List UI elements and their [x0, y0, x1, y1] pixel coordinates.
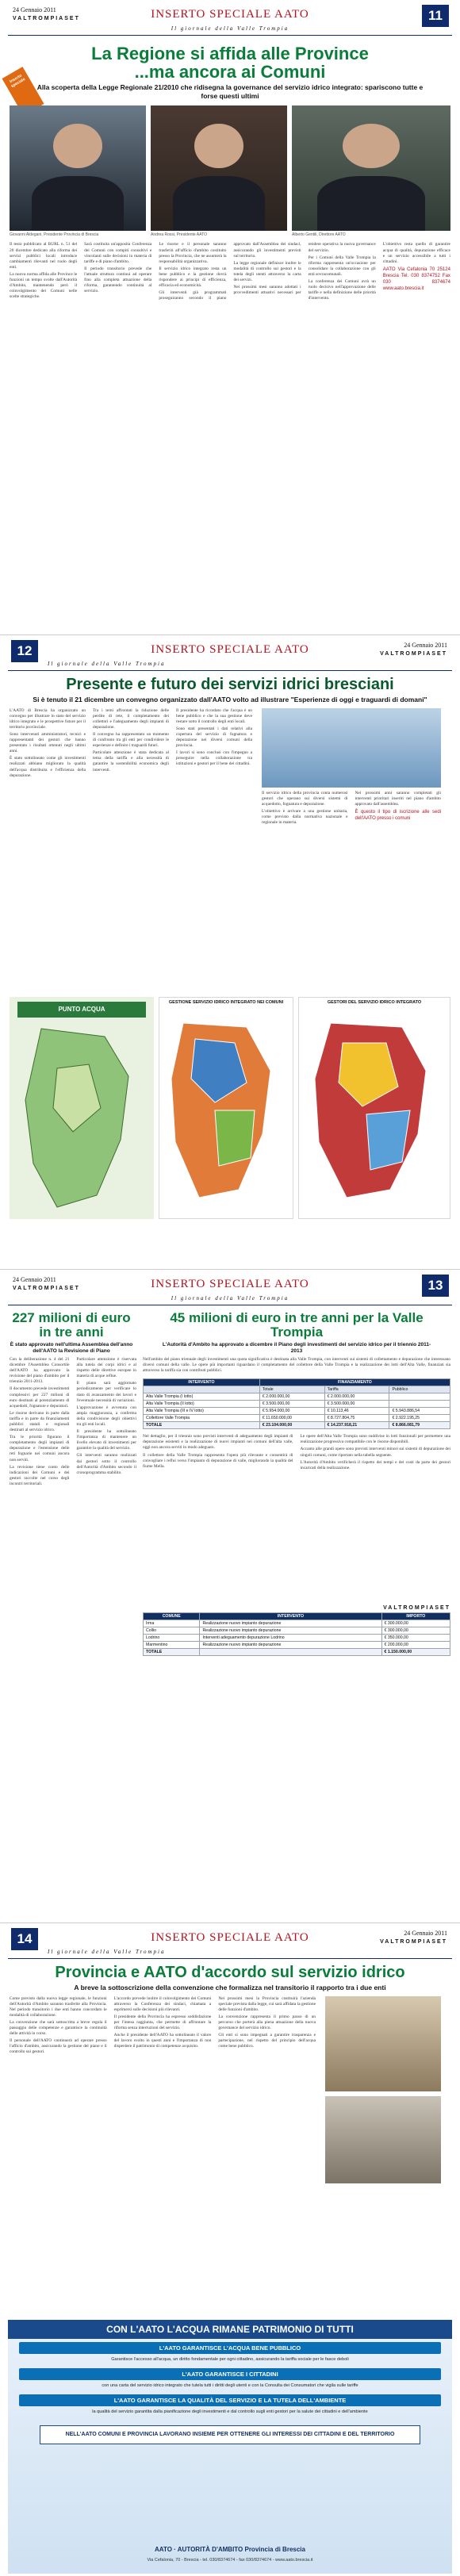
portrait-photo	[10, 105, 146, 231]
side-photos	[325, 1996, 450, 2313]
col-header: COMUNE	[144, 1613, 200, 1620]
table-cell: Realizzazione nuovo impianto depurazione	[200, 1627, 381, 1635]
table-cell: € 350.000,00	[381, 1635, 450, 1642]
col-header: IMPORTO	[381, 1613, 450, 1620]
table-cell	[389, 1401, 450, 1408]
meeting-photo	[325, 1996, 441, 2091]
page-12	[0, 634, 460, 1269]
table-cell: TOTALE	[144, 1649, 200, 1656]
brand-name: VALTROMPIASET	[380, 1939, 447, 1945]
col-header: INTERVENTO	[200, 1613, 381, 1620]
table-cell: € 5.943.886,54	[389, 1408, 450, 1415]
table-cell: € 5.954.000,00	[259, 1408, 324, 1415]
ad-footer-contacts: Via Cefalonia, 70 - Brescia - tel. 030/8374674 - fax 030/8374674 - www.aato.brescia.it	[147, 2558, 313, 2563]
deck-left: È stato approvato nell'ultima Assemblea dell'anno dell'AATO la Revisione di Piano	[10, 1341, 133, 1354]
table-cell: Alta Valle Trompia (I lotto)	[144, 1393, 260, 1401]
table-cell: Alta Valle Trompia (III e IV lotto)	[144, 1408, 260, 1415]
investment-table	[143, 1378, 450, 1429]
headline-line-1: La Regione si affida alle Province	[91, 44, 369, 63]
page-14	[0, 1922, 460, 2576]
photo-block	[10, 105, 146, 239]
table-cell: € 2.000.000,00	[324, 1393, 389, 1401]
brand-mark: VALTROMPIASET	[383, 1605, 450, 1612]
table-cell: € 23.104.000,00	[259, 1422, 324, 1429]
section-subtitle: Il giornale della Valle Trompia	[171, 25, 289, 32]
page-number: 13	[422, 1275, 449, 1297]
table-cell: € 3.500.000,00	[324, 1401, 389, 1408]
side-note: È questo il tipo di iscrizione alle sedi dell'AATO presso i comuni	[355, 809, 441, 821]
side-body: Il servizio idrico della provincia conta numerosi gestori che operano sui diversi sistemi di acquedotto, fognatura e depurazione. L'obiettivo è arrivare a una gestione unitaria, come previsto dalla normativa nazionale e regionale in materia. Nei prossimi anni saranno completati gli interventi prioritari inseriti nel piano d'ambito approvato dall'assemblea. È questo il tipo di iscrizione alle sedi dell'AATO presso i comuni	[262, 790, 441, 826]
table-cell	[200, 1649, 381, 1656]
table-cell: Collio	[144, 1627, 200, 1635]
province-map-colored	[159, 1007, 293, 1206]
two-articles	[0, 1311, 460, 1912]
page-13	[0, 1269, 460, 1922]
table-cell: Realizzazione nuovo impianto depurazione	[200, 1642, 381, 1649]
headline: Presente e futuro dei servizi idrici bresciani	[66, 676, 394, 693]
table-cell: € 14.237.918,21	[324, 1422, 389, 1429]
table-cell: € 200.000,00	[381, 1642, 450, 1649]
photo-caption: Alberto Gentili, Direttore AATO	[292, 232, 346, 238]
header-rule	[8, 35, 452, 36]
deck: A breve la sottoscrizione della convenzione che formalizza nel transitorio il rapporto tra i due enti	[74, 1984, 386, 1991]
ad-banner: CON L'AATO L'ACQUA RIMANE PATRIMONIO DI TUTTI	[8, 2320, 452, 2339]
page-date: 24 Gennaio 2011	[404, 642, 447, 649]
table-row	[144, 1415, 450, 1422]
table-cell: Irma	[144, 1620, 200, 1627]
table-cell: € 2.922.195,25	[389, 1415, 450, 1422]
table-cell	[144, 1386, 260, 1393]
section-title: INSERTO SPECIALE AATO	[151, 1931, 309, 1944]
table-cell	[389, 1393, 450, 1401]
table-header	[144, 1379, 450, 1386]
ad-pill-text: la qualità del servizio garantita dalla pianificazione degli investimenti e dal controllo sugli enti gestori per la salute dei cittadini e dell'ambiente	[92, 2409, 368, 2414]
section-title: INSERTO SPECIALE AATO	[151, 1278, 309, 1290]
section-subtitle: Il giornale della Valle Trompia	[48, 661, 166, 667]
article-body: L'AATO di Brescia ha organizzato un convegno per illustrare lo stato del servizio idrico integrato e le prospettive future per il territorio provinciale. Sono intervenuti amministratori, tecnici e rappresentanti dei gestori che hanno presentato i risultati ottenuti negli ultimi anni. È stato sottolineato come gli investimenti realizzati abbiano migliorato la qualità dell'acqua distribuita e l'efficienza della depurazione. Tra i temi affrontati la riduzione delle perdite di rete, il completamento dei collettori e l'adeguamento degli impianti di depurazione. Il convegno ha rappresentato un momento di confronto tra gli enti per condividere le esperienze e definire i traguardi futuri. Particolare attenzione è stata dedicata al tema della tariffa e alla necessità di garantire la sostenibilità economica degli interventi. Il presidente ha ricordato che l'acqua è un bene pubblico e che la sua gestione deve restare sotto il controllo degli enti locali. Sono stati presentati i dati relativi alla copertura del servizio di fognatura e depurazione nei diversi comuni della provincia. I lavori si sono conclusi con l'impegno a proseguire nella collaborazione tra istituzioni e gestori per il bene dei cittadini.	[10, 707, 252, 778]
col-header: FINANZIAMENTO	[259, 1379, 450, 1386]
page-date: 24 Gennaio 2011	[13, 1276, 56, 1283]
article-body: Come previsto dalla nuova legge regionale, le funzioni dell'Autorità d'Ambito saranno trasferite alla Provincia. Nel periodo transitorio i due enti hanno concordato le modalità di collaborazione. La convenzione che sarà sottoscritta a breve regola il passaggio delle competenze e garantisce la continuità delle attività in corso. Il personale dell'AATO continuerà ad operare presso l'ufficio d'ambito, assicurando la gestione del piano e il controllo sui gestori. L'accordo prevede inoltre il coinvolgimento dei Comuni attraverso la Conferenza dei sindaci, chiamata a esprimersi sulle decisioni più rilevanti. Il presidente della Provincia ha espresso soddisfazione per l'intesa raggiunta, che permette di affrontare la riforma senza interruzioni del servizio. Anche il presidente dell'AATO ha sottolineato il valore del lavoro svolto in questi anni e l'importanza di non disperdere il patrimonio di competenze acquisito. Nei prossimi mesi la Provincia costituirà l'azienda speciale prevista dalla legge, cui sarà affidata la gestione delle funzioni d'ambito. La convenzione rappresenta il primo passo di un percorso che porterà alla piena attuazione della nuova governance del servizio idrico. Gli enti si sono impegnati a garantire trasparenza e partecipazione, nel rispetto del principio dell'acqua come bene pubblico.	[10, 1995, 316, 2055]
middle-map	[159, 997, 293, 1219]
table-cell: Interventi adeguamento depurazione Lodrino	[200, 1635, 381, 1642]
municipal-table	[143, 1612, 450, 1656]
table-row	[144, 1635, 450, 1642]
table-cell: € 2.000.000,00	[259, 1393, 324, 1401]
table-row	[144, 1401, 450, 1408]
contact-box: AATO Via Cefalonia 70 25124 Brescia Tel. 030 8374752 Fax 030 8374674 www.aato.brescia.it	[382, 266, 450, 291]
page-number: 14	[11, 1928, 38, 1950]
right-body: Nel dettaglio, per il triennio sono previsti interventi di adeguamento degli impianti di depurazione esistenti e la realizzazione di nuovi impianti nei comuni dell'alta valle, oggi non ancora serviti in modo adeguato. Il collettore della Valle Trompia rappresenta l'opera più rilevante e consentirà di convogliare i reflui verso l'impianto di depurazione di valle, migliorando la qualità del fiume Mella. Le opere dell'Alta Valle Trompia sono suddivise in lotti funzionali per permettere una realizzazione progressiva compatibile con le risorse disponibili. Accanto alle grandi opere sono previsti interventi minori sui sistemi di depurazione dei singoli comuni, come riportato nella tabella seguente. L'Autorità d'Ambito verificherà il rispetto dei tempi e dei costi da parte dei gestori incaricati della realizzazione.	[143, 1434, 450, 1470]
side-column	[262, 708, 450, 994]
page-date: 24 Gennaio 2011	[13, 6, 56, 13]
photo-block	[151, 105, 287, 239]
portrait-photo	[151, 105, 287, 231]
page-11	[0, 0, 460, 634]
ad-pill-text: con una carta del servizio idrico integrato che tutela tutti i diritti degli utenti e con la Consulta dei Consumatori che vigila sulle tariffe	[102, 2383, 358, 2388]
right-map	[298, 997, 450, 1219]
table-cell: Totale	[259, 1386, 324, 1393]
table-total-row	[144, 1422, 450, 1429]
table-row	[144, 1642, 450, 1649]
table-row	[144, 1408, 450, 1415]
table-cell: € 8.866.081,79	[389, 1422, 450, 1429]
header-rule	[8, 670, 452, 671]
left-body: Con la deliberazione n. 4 del 21 dicembre l'Assemblea Consortile dell'AATO ha approvato la revisione del piano d'ambito per il triennio 2011-2013. Il documento prevede investimenti complessivi per 227 milioni di euro destinati al potenziamento di acquedotti, fognature e depuratori. Le risorse derivano in parte dalla tariffa e in parte da finanziamenti pubblici statali e regionali destinati al servizio idrico. Tra le priorità figurano il completamento degli impianti di depurazione e l'estensione delle reti fognarie nei comuni ancora non serviti. La revisione tiene conto delle indicazioni dei Comuni e dei gestori raccolte nel corso degli incontri territoriali. Particolare attenzione è riservata alla tutela dei corpi idrici e al rispetto delle direttive europee in materia di acque reflue. Il piano sarà aggiornato periodicamente per verificare lo stato di avanzamento dei lavori e l'eventuale necessità di variazioni. L'approvazione è avvenuta con ampia maggioranza, a conferma della condivisione degli obiettivi tra gli enti locali. Il presidente ha sottolineato l'importanza di mantenere un livello elevato di investimenti per garantire la qualità del servizio. Gli interventi saranno realizzati dai gestori sotto il controllo dell'Autorità d'Ambito secondo il cronoprogramma stabilito.	[10, 1356, 136, 1486]
photo-row	[0, 102, 460, 239]
chart-title: GESTORI DEL SERVIZIO IDRICO INTEGRATO	[327, 999, 422, 1005]
ad-pill-text: Garantisce l'accesso all'acqua, un diritto fondamentale per ogni cittadino, assicurando la tariffa sociale per le fasce deboli	[111, 2357, 349, 2362]
table-cell: € 8.727.804,75	[324, 1415, 389, 1422]
maps-row	[0, 994, 460, 1222]
chart-title: GESTIONE SERVIZIO IDRICO INTEGRATO NEI COMUNI	[168, 999, 284, 1005]
table-row	[144, 1627, 450, 1635]
ribbon-badge: Inserto speciale	[2, 67, 44, 116]
ad-pill-title: L'AATO GARANTISCE L'ACQUA BENE PUBBLICO	[19, 2342, 441, 2354]
table-cell: € 11.650.000,00	[259, 1415, 324, 1422]
headline-left: 227 milioni di euro in tre anni	[12, 1310, 131, 1340]
deck: Alla scoperta della Legge Regionale 21/2010 che ridisegna la governance del servizio idrico integrato: spariscono tutte e forse questi ultimi	[36, 83, 424, 100]
brand-name: VALTROMPIASET	[13, 16, 80, 21]
table-cell: Tariffa	[324, 1386, 389, 1393]
ad-closing: NELL'AATO COMUNI E PROVINCIA LAVORANO INSIEME PER OTTENERE GLI INTERESSI DEI CITTADINI E DEL TERRITORIO	[40, 2425, 420, 2444]
section-title: INSERTO SPECIALE AATO	[151, 643, 309, 656]
section-subtitle: Il giornale della Valle Trompia	[171, 1295, 289, 1301]
ad-pill-title: L'AATO GARANTISCE I CITTADINI	[19, 2368, 441, 2380]
table-cell: € 10.113,46	[324, 1408, 389, 1415]
right-intro: Nell'ambito del piano triennale degli investimenti una quota significativa è destinata alla Valle Trompia, con interventi sui sistemi di collettamento e depurazione che interessano diversi comuni della valle. Le opere più importanti riguardano il completamento del collettore della Valle Trompia e la realizzazione dei lotti dell'Alta Valle, finanziati sia attraverso la tariffa sia con contributi pubblici.	[143, 1356, 450, 1374]
col-header: INTERVENTO	[144, 1379, 260, 1386]
province-map-shape	[10, 1021, 154, 1219]
article-layout	[0, 707, 460, 994]
headline-right: 45 milioni di euro in tre anni per la Valle Trompia	[170, 1310, 424, 1340]
deck-right: L'Autorità d'Ambito ha approvato a dicembre il Piano degli investimenti del servizio idrico per il triennio 2011-2013	[162, 1341, 431, 1354]
photo-caption: Giovanni Aldegani, Presidente Provincia di Brescia	[10, 232, 99, 238]
brand-name: VALTROMPIASET	[380, 651, 447, 657]
brand-name: VALTROMPIASET	[13, 1286, 80, 1291]
table-cell: € 300.000,00	[381, 1620, 450, 1627]
table-cell: € 300.000,00	[381, 1627, 450, 1635]
water-photo	[262, 708, 441, 788]
meeting-photo	[325, 2096, 441, 2183]
ad-footer: AATO · AUTORITÀ D'AMBITO Provincia di Brescia	[155, 2546, 305, 2553]
headline: Provincia e AATO d'accordo sul servizio idrico	[55, 1964, 405, 1981]
table-cell: € 3.500.000,00	[259, 1401, 324, 1408]
table-cell: TOTALE	[144, 1422, 260, 1429]
table-cell: € 1.150.000,00	[381, 1649, 450, 1656]
left-article	[0, 1311, 143, 1912]
portrait-photo	[292, 105, 450, 231]
province-map-managers	[299, 1007, 450, 1206]
table-row	[144, 1620, 450, 1627]
page-number: 12	[11, 640, 38, 662]
table-cell: Collettore Valle Trompia	[144, 1415, 260, 1422]
article-layout	[0, 1995, 460, 2313]
table-header	[144, 1613, 450, 1620]
section-title: INSERTO SPECIALE AATO	[151, 8, 309, 21]
ad-pill-title: L'AATO GARANTISCE LA QUALITÀ DEL SERVIZIO E LA TUTELA DELL'AMBIENTE	[19, 2394, 441, 2406]
photo-block	[292, 105, 450, 239]
page-date: 24 Gennaio 2011	[404, 1930, 447, 1937]
table-cell: Realizzazione nuovo impianto depurazione	[200, 1620, 381, 1627]
section-subtitle: Il giornale della Valle Trompia	[48, 1949, 166, 1955]
table-cell: Pubblico	[389, 1386, 450, 1393]
right-article	[143, 1311, 460, 1912]
left-map	[10, 997, 154, 1219]
table-total-row	[144, 1649, 450, 1656]
article-body: Il testo pubblicato al BURL n. 51 del 20 dicembre dedicato alla riforma dei servizi pubblici locali introduce cambiamenti rilevanti nel ruolo degli enti. La nuova norma affida alle Province le funzioni un tempo svolte dall'Autorità d'Ambito, mantenendo però il coinvolgimento dei Comuni nelle scelte strategiche. Sarà costituita un'apposita Conferenza dei Comuni con compiti consultivi e vincolanti sulle decisioni in materia di tariffe e di piano d'ambito. Il periodo transitorio prevede che l'attuale struttura continui ad operare fino alla completa attuazione della riforma, garantendo continuità al servizio. Le risorse e il personale saranno trasferiti all'ufficio d'ambito costituito presso la Provincia, che ne assumerà la responsabilità organizzativa. Il servizio idrico integrato resta un bene pubblico e la gestione dovrà rispondere ai principi di efficienza, efficacia ed economicità. Gli interventi già programmati proseguiranno secondo il piano approvato dall'Assemblea dei sindaci, assicurando gli investimenti previsti sul territorio. La legge regionale definisce inoltre le modalità di controllo sui gestori e la tutela degli utenti attraverso la carta dei servizi. Nei prossimi mesi saranno adottati i provvedimenti attuativi necessari per rendere operativa la nuova governance del servizio. Per i Comuni della Valle Trompia la riforma rappresenta un'occasione per consolidare la collaborazione con gli enti sovracomunali. La conferenza dei Comuni avrà un ruolo decisivo nell'approvazione delle tariffe e nella definizione delle priorità d'intervento. L'obiettivo resta quello di garantire acqua di qualità, depurazione efficace e un servizio accessibile a tutti i cittadini. AATO Via Cefalonia 70 25124 Brescia Tel. 030 8374752 Fax 030 8374674 www.aato.brescia.it	[10, 242, 450, 301]
deck: Si è tenuto il 21 dicembre un convegno organizzato dall'AATO volto ad illustrare "Esperienze di oggi e traguardi di domani"	[33, 696, 427, 703]
table-cell: Alta Valle Trompia (II lotto)	[144, 1401, 260, 1408]
aato-ad	[8, 2320, 452, 2574]
table-cell: Lodrino	[144, 1635, 200, 1642]
headline-line-2: ...ma ancora ai Comuni	[134, 62, 326, 82]
map-label: PUNTO ACQUA	[17, 1002, 146, 1018]
header-rule	[8, 1958, 452, 1959]
table-row	[144, 1393, 450, 1401]
table-subheader	[144, 1386, 450, 1393]
page-number: 11	[422, 5, 449, 27]
table-cell: Marmentino	[144, 1642, 200, 1649]
photo-caption: Andrea Rossi, Presidente AATO	[151, 232, 207, 238]
